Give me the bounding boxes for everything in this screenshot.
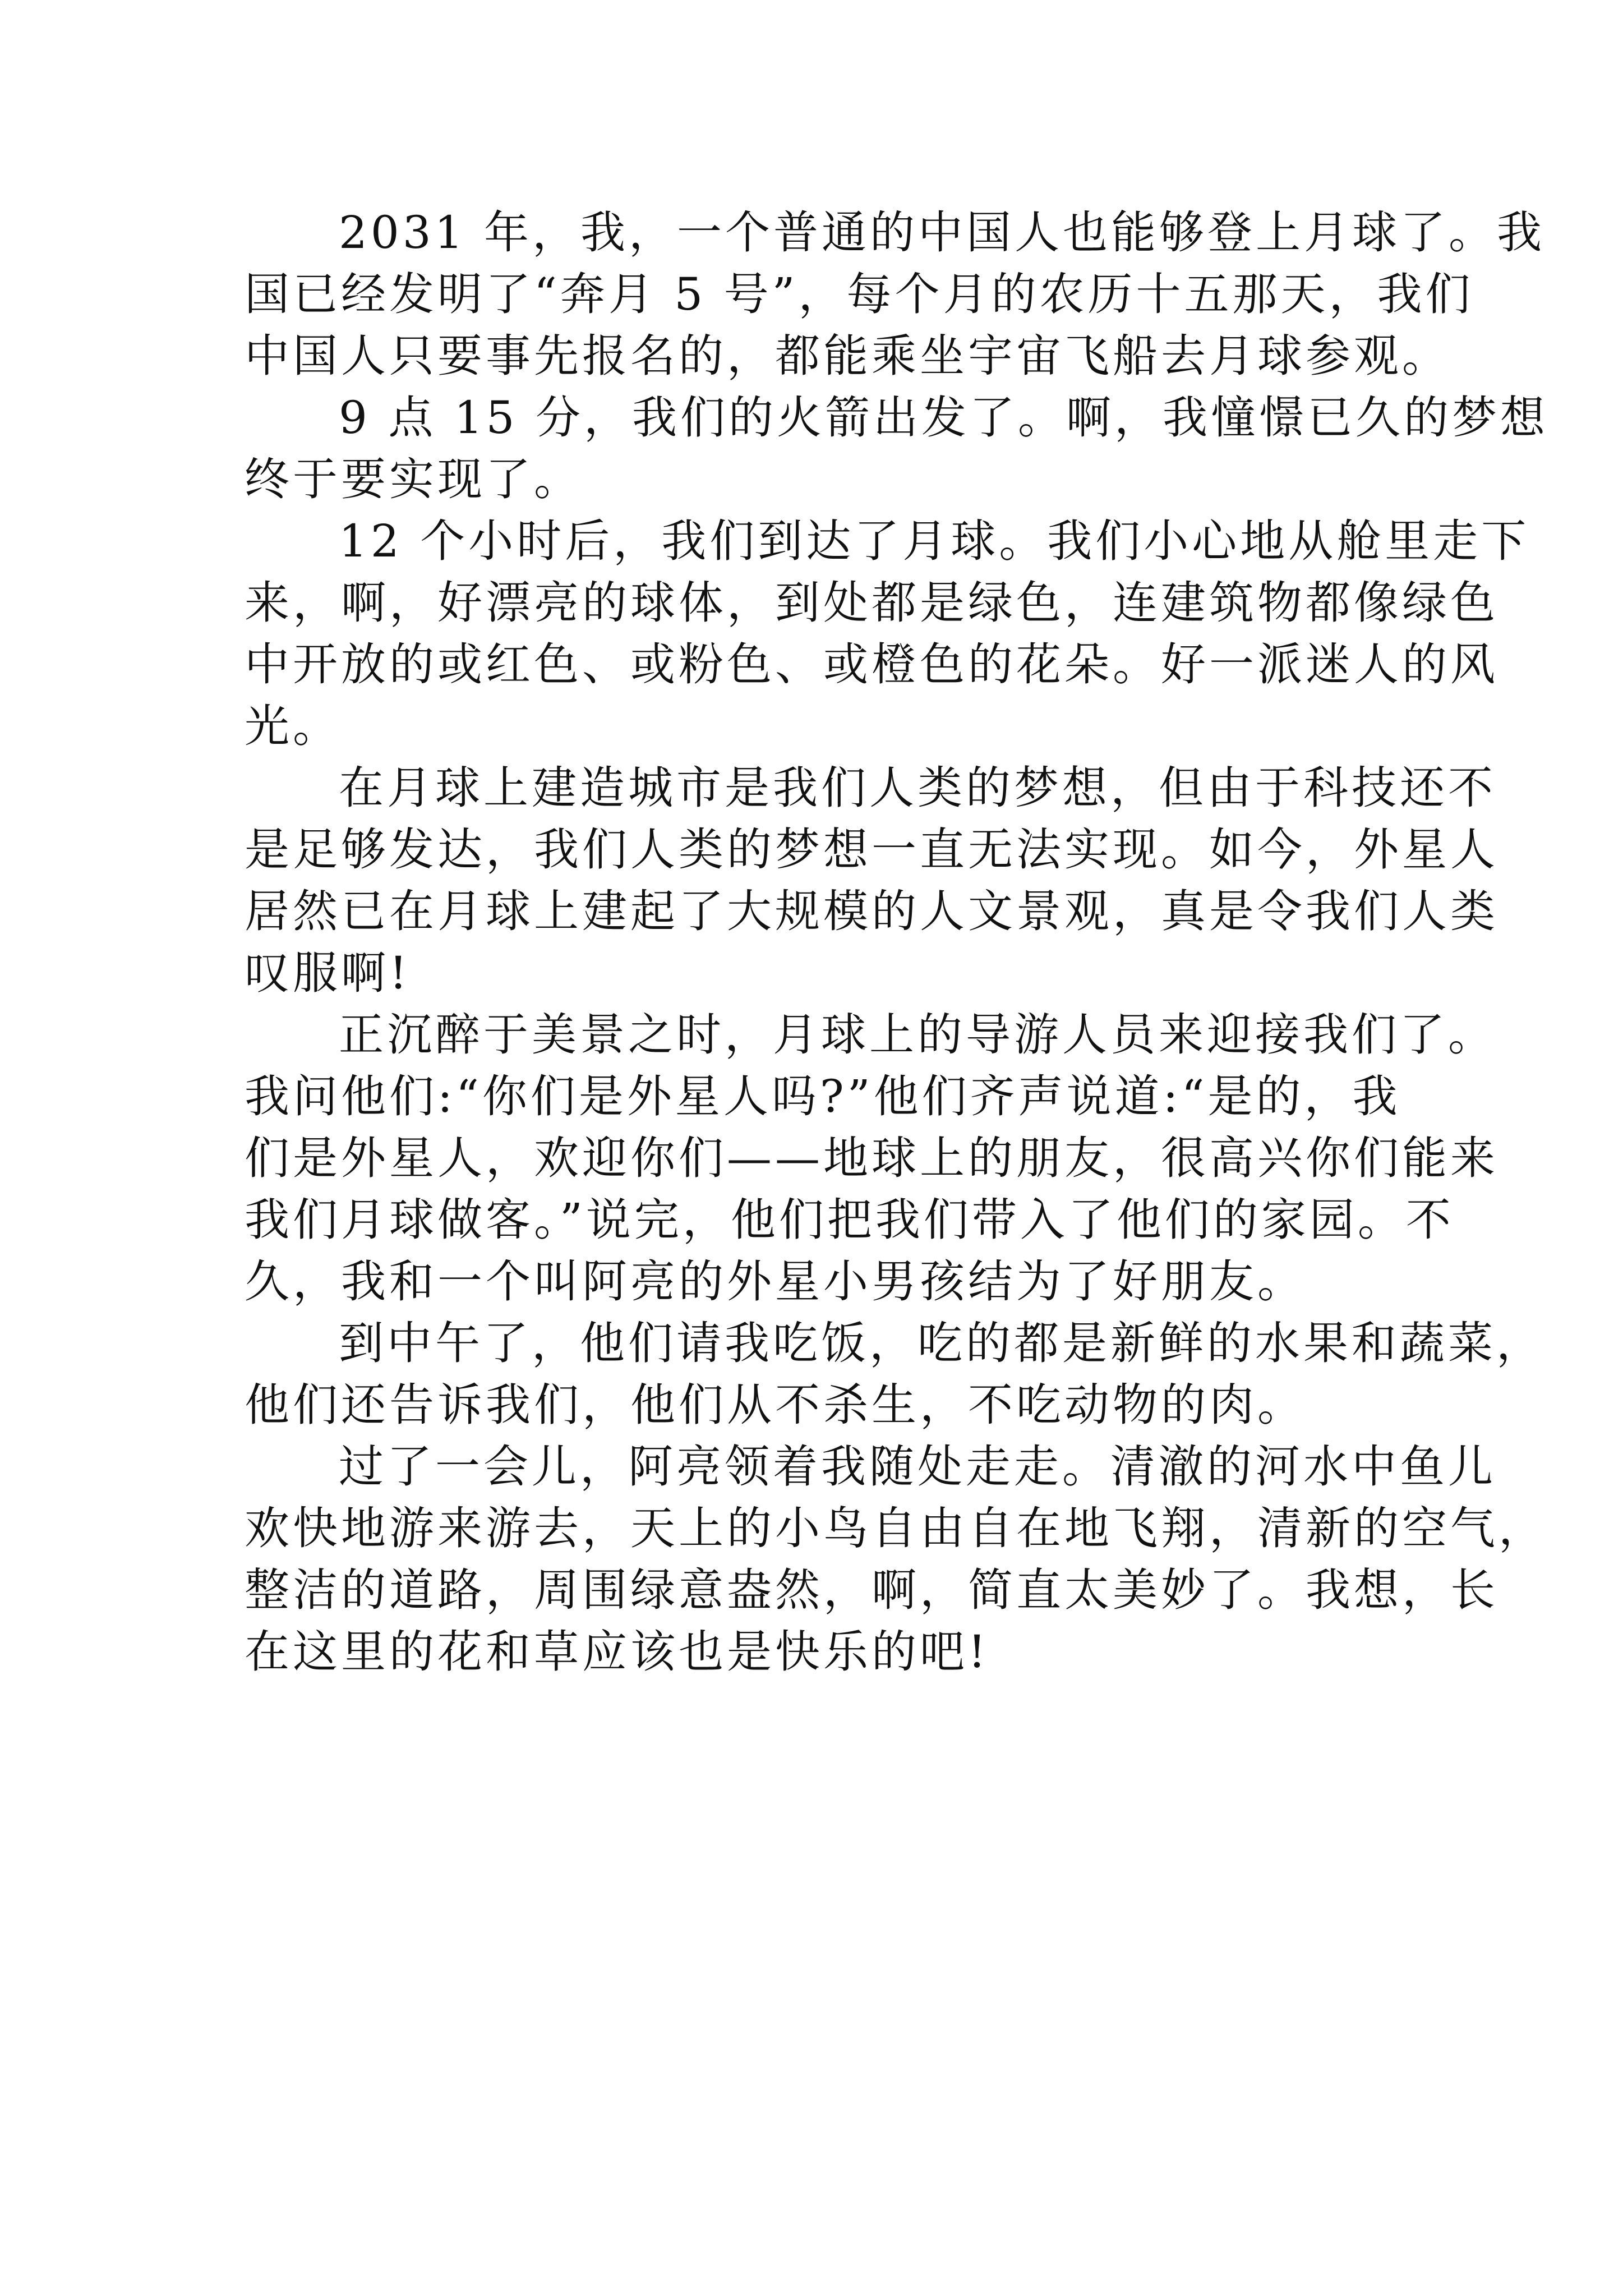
text-line: 到中午了，他们请我吃饭，吃的都是新鲜的水果和蔬菜， — [339, 1317, 1544, 1369]
text-line: 中国人只要事先报名的，都能乘坐宇宙飞船去月球参观。 — [245, 330, 1450, 382]
text-line: 居然已在月球上建起了大规模的人文景观，真是令我们人类 — [245, 885, 1498, 937]
text-line: 12 个小时后，我们到达了月球。我们小心地从舱里走下 — [339, 515, 1530, 567]
text-line: 来，啊，好漂亮的球体，到处都是绿色，连建筑物都像绿色 — [245, 577, 1498, 629]
text-line: 过了一会儿，阿亮领着我随处走走。清澈的河水中鱼儿 — [339, 1441, 1496, 1493]
text-line: 光。 — [245, 700, 341, 752]
text-line: 在这里的花和草应该也是快乐的吧! — [245, 1626, 990, 1678]
text-line: 久，我和一个叫阿亮的外星小男孩结为了好朋友。 — [245, 1255, 1306, 1308]
text-line: 们是外星人，欢迎你们——地球上的朋友，很高兴你们能来 — [245, 1132, 1498, 1184]
document-body — [245, 202, 1548, 1683]
text-line: 他们还告诉我们，他们从不杀生，不吃动物的肉。 — [245, 1379, 1306, 1431]
text-line: 正沉醉于美景之时，月球上的导游人员来迎接我们了。 — [339, 1009, 1496, 1061]
text-line: 2031 年，我，一个普通的中国人也能够登上月球了。我 — [339, 206, 1546, 259]
text-line: 我们月球做客。”说完，他们把我们带入了他们的家园。不 — [245, 1194, 1454, 1246]
text-line: 在月球上建造城市是我们人类的梦想，但由于科技还不 — [339, 762, 1496, 814]
text-line: 9 点 15 分，我们的火箭出发了。啊，我憧憬已久的梦想 — [339, 392, 1548, 444]
text-line: 欢快地游来游去，天上的小鸟自由自在地飞翔，清新的空气， — [245, 1502, 1547, 1554]
text-line: 国已经发明了“奔月 5 号”，每个月的农历十五那天，我们 — [245, 268, 1474, 320]
text-line: 叹服啊! — [245, 947, 411, 999]
text-line: 中开放的或红色、或粉色、或橙色的花朵。好一派迷人的风 — [245, 638, 1498, 691]
text-line: 整洁的道路，周围绿意盎然，啊，简直太美妙了。我想，长 — [245, 1564, 1498, 1616]
text-line: 我问他们:“你们是外星人吗?”他们齐声说道:“是的，我 — [245, 1070, 1401, 1122]
text-line: 终于要实现了。 — [245, 453, 582, 505]
text-line: 是足够发达，我们人类的梦想一直无法实现。如今，外星人 — [245, 823, 1498, 876]
